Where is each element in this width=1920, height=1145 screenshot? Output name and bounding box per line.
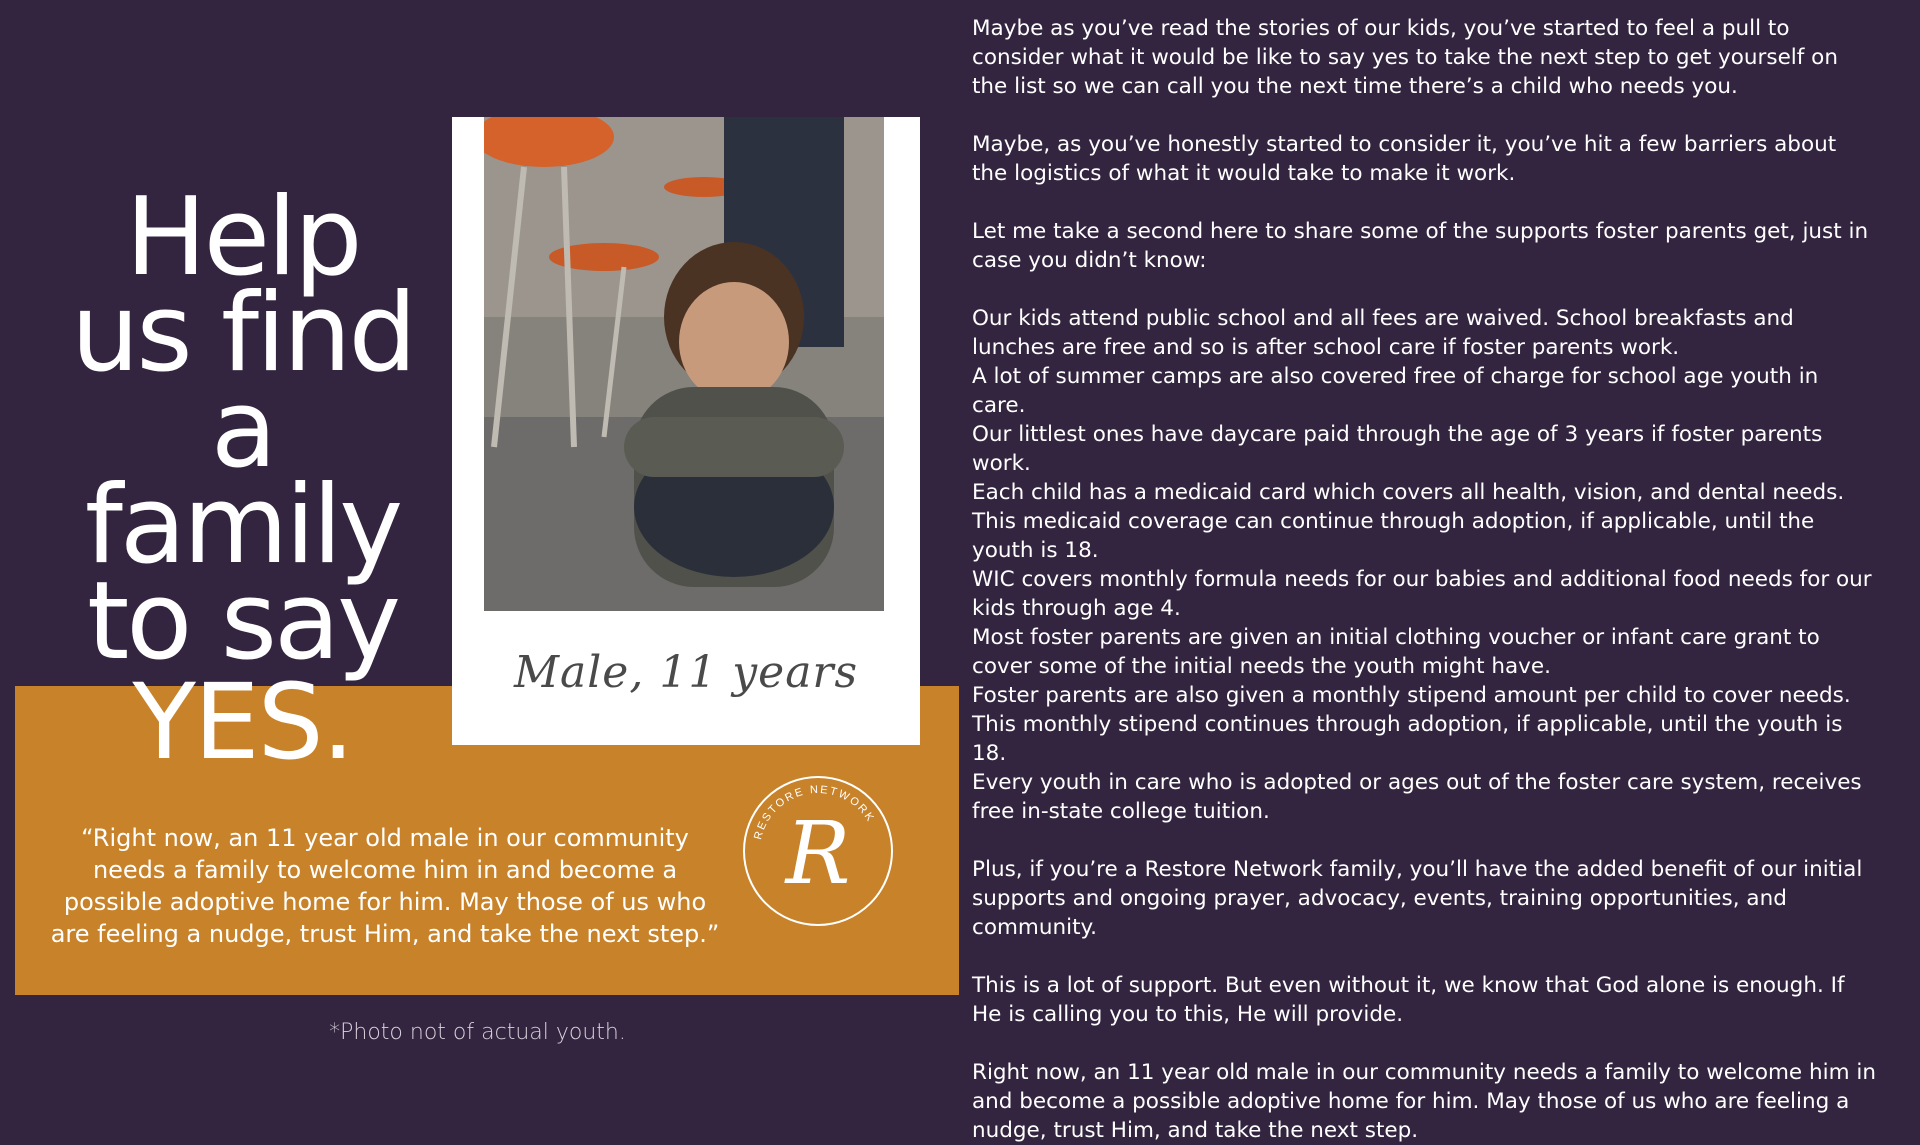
support-item: Most foster parents are given an initial clothing voucher or infant care grant to cover some of the initial needs the youth might have. [972,625,1820,679]
headline-yes: YES. [132,661,353,783]
child-photo-illustration [484,117,884,611]
headline-line: us find [70,271,415,396]
headline [20,175,465,783]
headline-line: to say [86,559,399,684]
support-item: Our kids attend public school and all fees are waived. School breakfasts and lunches are free and so is after school care if foster parents work. [972,306,1794,360]
logo-letter: R [785,804,851,904]
support-item: Each child has a medicaid card which covers all health, vision, and dental needs. [972,480,1845,505]
body-copy [972,14,1878,1145]
quote-text: “Right now, an 11 year old male in our community needs a family to welcome him in and become a possible adoptive home for him. May those of us who are feeling a nudge, trust Him, and take the next step.” [50,824,720,948]
body-paragraph: Let me take a second here to share some of the supports foster parents get, just in case you didn’t know: [972,219,1869,273]
photo-caption: Male, 11 years [513,647,859,698]
body-paragraph: Maybe, as you’ve honestly started to consider it, you’ve hit a few barriers about the logistics of what it would take to make it work. [972,132,1837,186]
logo-ring-text: RESTORE NETWORK [752,783,877,841]
polaroid-card [452,117,920,745]
closing-paragraph: Right now, an 11 year old male in our community needs a family to welcome him in and become a possible adoptive home for him. May those of us who are feeling a nudge, trust Him, and take the next step. [972,1060,1876,1143]
support-item: WIC covers monthly formula needs for our babies and additional food needs for our kids through age 4. [972,567,1872,621]
support-item: Every youth in care who is adopted or ages out of the foster care system, receives free in-state college tuition. [972,770,1862,824]
headline-line: family [84,463,401,588]
support-item: Our littlest ones have daycare paid through the age of 3 years if foster parents work. [972,422,1823,476]
photo-disclaimer: *Photo not of actual youth. [329,1020,626,1045]
closing-paragraph: This is a lot of support. But even without it, we know that God alone is enough. If He is calling you to this, He will provide. [972,973,1845,1027]
support-item: This monthly stipend continues through adoption, if applicable, until the youth is 18. [972,712,1843,766]
restore-network-logo [738,771,898,931]
headline-line: a [210,367,275,492]
support-item: A lot of summer camps are also covered free of charge for school age youth in care. [972,364,1819,418]
support-item: Foster parents are also given a monthly stipend amount per child to cover needs. [972,683,1851,708]
child-photo [484,117,884,611]
headline-line: Help [125,175,360,300]
closing-paragraph: Plus, if you’re a Restore Network family, you’ll have the added benefit of our initial supports and ongoing prayer, advocacy, events, training opportunities, and community. [972,857,1863,940]
body-paragraph: Maybe as you’ve read the stories of our kids, you’ve started to feel a pull to consider what it would be like to say yes to take the next step to get yourself on the list so we can call you the next time there’s a child who needs you. [972,16,1838,99]
support-item: This medicaid coverage can continue through adoption, if applicable, until the youth is 18. [972,509,1815,563]
